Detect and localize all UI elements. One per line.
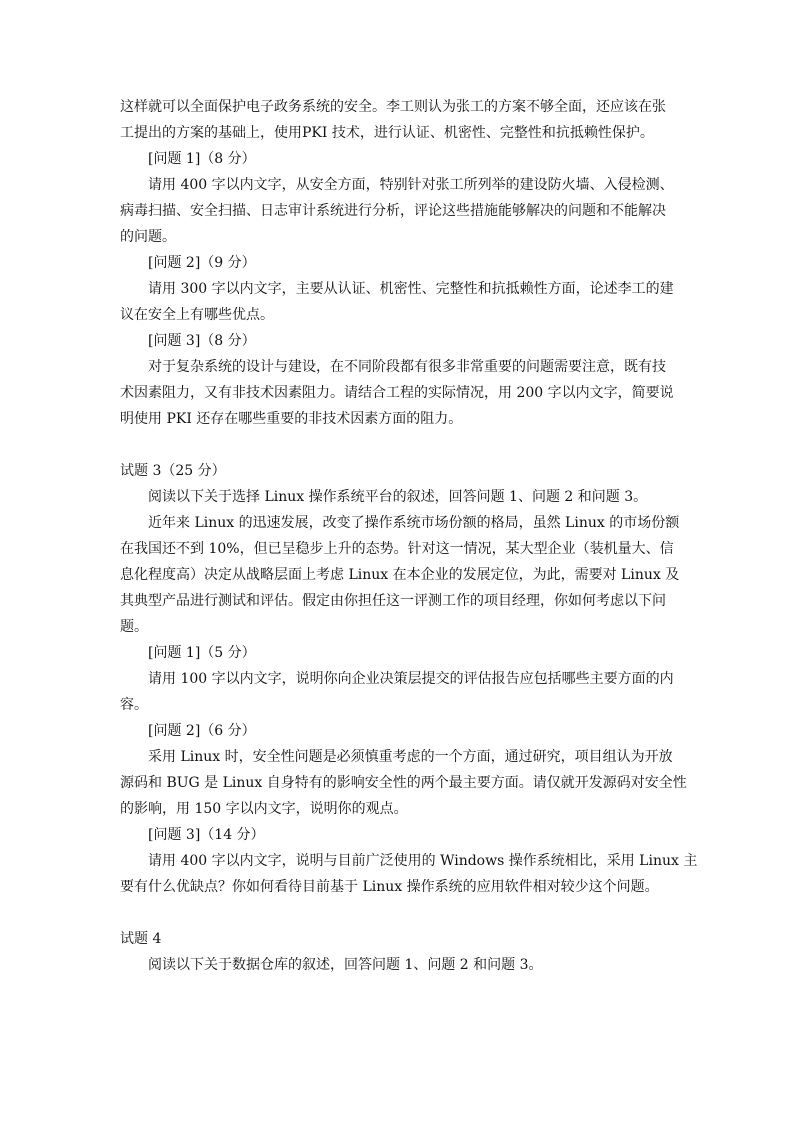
body-text-line: 其典型产品进行测试和评估。假定由你担任这一评测工作的项目经理，你如何考虑以下问 — [120, 593, 666, 609]
body-text-line: 源码和 BUG 是 Linux 自身特有的影响安全性的两个最主要方面。请仅就开发源码对安全性 — [120, 775, 687, 791]
question-heading: [问题 1]（5 分） — [148, 645, 256, 661]
body-text-line: 阅读以下关于选择 Linux 操作系统平台的叙述，回答问题 1、问题 2 和问题 3。 — [148, 489, 648, 505]
question-heading: [问题 2]（9 分） — [148, 255, 256, 271]
exam-item-heading: 试题 4 — [120, 931, 162, 947]
body-text-line: 请用 100 字以内文字，说明你向企业决策层提交的评估报告应包括哪些主要方面的内 — [148, 671, 674, 687]
body-text-line: 近年来 Linux 的迅速发展，改变了操作系统市场份额的格局，虽然 Linux 的市场份额 — [148, 515, 680, 531]
document-page — [120, 94, 698, 978]
body-text-line: 要有什么优缺点？你如何看待目前基于 Linux 操作系统的应用软件相对较少这个问题。 — [120, 879, 659, 895]
body-text-line: 采用 Linux 时，安全性问题是必须慎重考虑的一个方面，通过研究，项目组认为开放 — [148, 749, 673, 765]
question-heading: [问题 1]（8 分） — [148, 151, 256, 167]
body-text-line: 的问题。 — [120, 229, 176, 245]
body-text-line: 容。 — [120, 697, 148, 713]
question-heading: [问题 3]（8 分） — [148, 333, 256, 349]
body-text-line: 议在安全上有哪些优点。 — [120, 307, 274, 323]
body-text-line: 病毒扫描、安全扫描、日志审计系统进行分析，评论这些措施能够解决的问题和不能解决 — [120, 203, 666, 219]
body-text-line: 请用 400 字以内文字，从安全方面，特别针对张工所列举的建设防火墙、入侵检测、 — [148, 177, 674, 193]
body-text-line: 题。 — [120, 619, 148, 635]
body-text-line: 对于复杂系统的设计与建设，在不同阶段都有很多非常重要的问题需要注意，既有技 — [148, 359, 666, 375]
body-text-line: 在我国还不到 10%，但已呈稳步上升的态势。针对这一情况，某大型企业（装机量大、信 — [120, 541, 674, 557]
body-text-line: 请用 300 字以内文字，主要从认证、机密性、完整性和抗抵赖性方面，论述李工的建 — [148, 281, 674, 297]
body-text-line: 这样就可以全面保护电子政务系统的安全。李工则认为张工的方案不够全面，还应该在张 — [120, 99, 666, 115]
body-text-line: 阅读以下关于数据仓库的叙述，回答问题 1、问题 2 和问题 3。 — [148, 957, 543, 973]
body-text-line: 工提出的方案的基础上，使用PKI 技术，进行认证、机密性、完整性和抗抵赖性保护。 — [120, 125, 654, 141]
body-text-line: 明使用 PKI 还存在哪些重要的非技术因素方面的阻力。 — [120, 411, 463, 427]
body-text-line: 的影响，用 150 字以内文字，说明你的观点。 — [120, 801, 408, 817]
exam-item-heading: 试题 3（25 分） — [120, 463, 226, 479]
body-text-line: 息化程度高）决定从战略层面上考虑 Linux 在本企业的发展定位，为此，需要对 Linux 及 — [120, 567, 680, 583]
question-heading: [问题 2]（6 分） — [148, 723, 256, 739]
section-spacer — [120, 900, 676, 926]
body-text-line: 术因素阻力，又有非技术因素阻力。请结合工程的实际情况，用 200 字以内文字，简要说 — [120, 385, 674, 401]
body-text-line: 请用 400 字以内文字，说明与目前广泛使用的 Windows 操作系统相比，采用 Linux 主 — [148, 853, 698, 869]
question-heading: [问题 3]（14 分） — [148, 827, 265, 843]
section-spacer — [120, 432, 676, 458]
